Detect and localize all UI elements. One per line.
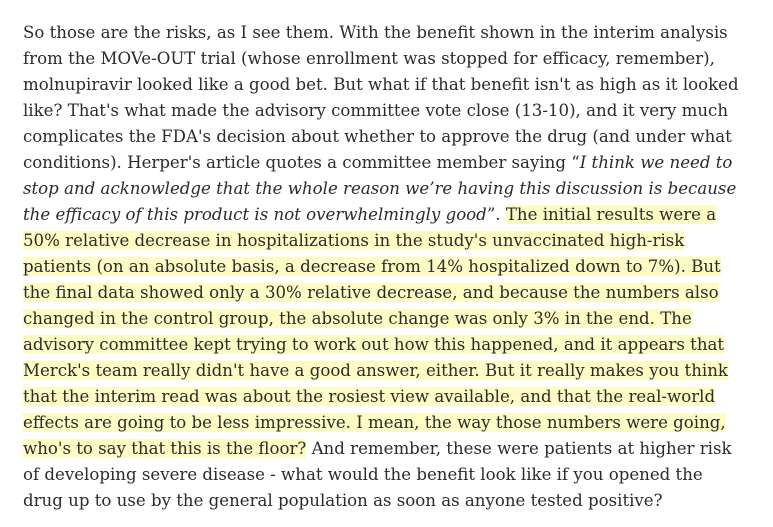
article-body	[23, 20, 745, 514]
quote-open-mark: “	[571, 153, 580, 172]
paragraph-outro-text: And remember, these were patients at higher risk of developing severe disease - what would the benefit look like if you opened the drug up to use by the general population as soon as anyone tested positive?	[23, 439, 732, 510]
paragraph-intro-text: So those are the risks, as I see them. With the benefit shown in the interim analysis from the MOVe-OUT trial (whose enrollment was stopped for efficacy, remember), molnupiravir looked like a good bet. But what if that benefit isn't as high as it looked like? That's what made the advisory committee vote close (13-10), and it very much complicates the FDA's decision about whether to approve the drug (and under what conditions). Herper's article quotes a committee member saying	[23, 23, 739, 172]
quote-close-mark: ”.	[486, 205, 506, 224]
committee-member-quote: I think we need to stop and acknowledge that the whole reason we’re having this discussion is because the efficacy of this product is not overwhelmingly good	[23, 153, 737, 224]
highlighted-text[interactable]: The initial results were a 50% relative decrease in hospitalizations in the study's unvaccinated high-risk patients (on an absolute basis, a decrease from 14% hospitalized down to 7%). But the final data showed only a 30% relative decrease, and because the numbers also changed in the control group, the absolute change was only 3% in the end. The advisory committee kept trying to work out how this happened, and it appears that Merck's team really didn't have a good answer, either. But it really makes you think that the interim read was about the rosiest view available, and that the real-world effects are going to be less impressive. I mean, the way those numbers were going, who's to say that this is the floor?	[23, 205, 728, 458]
article-paragraph	[23, 20, 745, 514]
